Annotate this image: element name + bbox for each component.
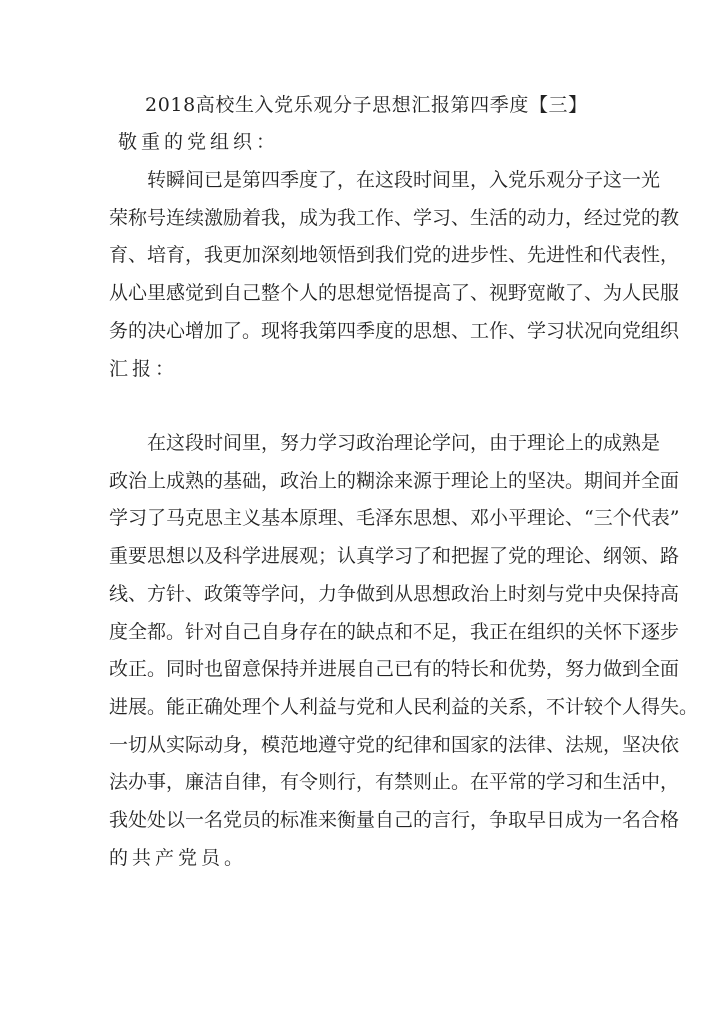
paragraph-1-line: 育、培育，我更加深刻地领悟到我们党的进步性、先进性和代表性， (109, 244, 680, 267)
paragraph-2-line: 一切从实际动身，模范地遵守党的纪律和国家的法律、法规，坚决依 (109, 733, 680, 756)
paragraph-2-line: 重要思想以及科学进展观；认真学习了和把握了党的理论、纲领、路 (109, 545, 680, 568)
paragraph-2-line: 我处处以一名党员的标准来衡量自己的言行，争取早日成为一名合格 (109, 809, 680, 831)
paragraph-1-line: 汇报： (109, 357, 179, 380)
paragraph-1-line: 务的决心增加了。现将我第四季度的思想、工作、学习状况向党组织 (109, 319, 680, 342)
paragraph-2-line: 法办事，廉洁自律，有令则行，有禁则止。在平常的学习和生活中， (109, 771, 680, 794)
paragraph-2-line: 的共产党员。 (109, 846, 248, 869)
paragraph-2-line: 进展。能正确处理个人利益与党和人民利益的关系，不计较个人得失。 (109, 695, 699, 718)
paragraph-2-line: 学习了马克思主义基本原理、毛泽东思想、邓小平理论、“三个代表” (109, 507, 680, 530)
paragraph-1-line: 从心里感觉到自己整个人的思想觉悟提高了、视野宽敞了、为人民服 (109, 282, 680, 305)
paragraph-1-line: 荣称号连续激励着我，成为我工作、学习、生活的动力，经过党的教 (109, 206, 680, 229)
salutation: 敬重的党组织： (118, 131, 280, 153)
paragraph-2-line: 在这段时间里，努力学习政治理论学问，由于理论上的成熟是 (109, 432, 661, 454)
paragraph-2-line: 线、方针、政策等学问，力争做到从思想政治上时刻与党中央保持高 (109, 582, 680, 605)
document-title: 2018高校生入党乐观分子思想汇报第四季度【三】 (145, 94, 588, 116)
paragraph-2-line: 政治上成熟的基础，政治上的糊涂来源于理论上的坚决。期间并全面 (109, 469, 680, 492)
paragraph-2-line: 改正。同时也留意保持并进展自己已有的特长和优势，努力做到全面 (109, 658, 680, 681)
paragraph-2-line: 度全都。针对自己自身存在的缺点和不足，我正在组织的关怀下逐步 (109, 620, 680, 643)
paragraph-1-line: 转瞬间已是第四季度了，在这段时间里，入党乐观分子这一光 (109, 169, 661, 191)
